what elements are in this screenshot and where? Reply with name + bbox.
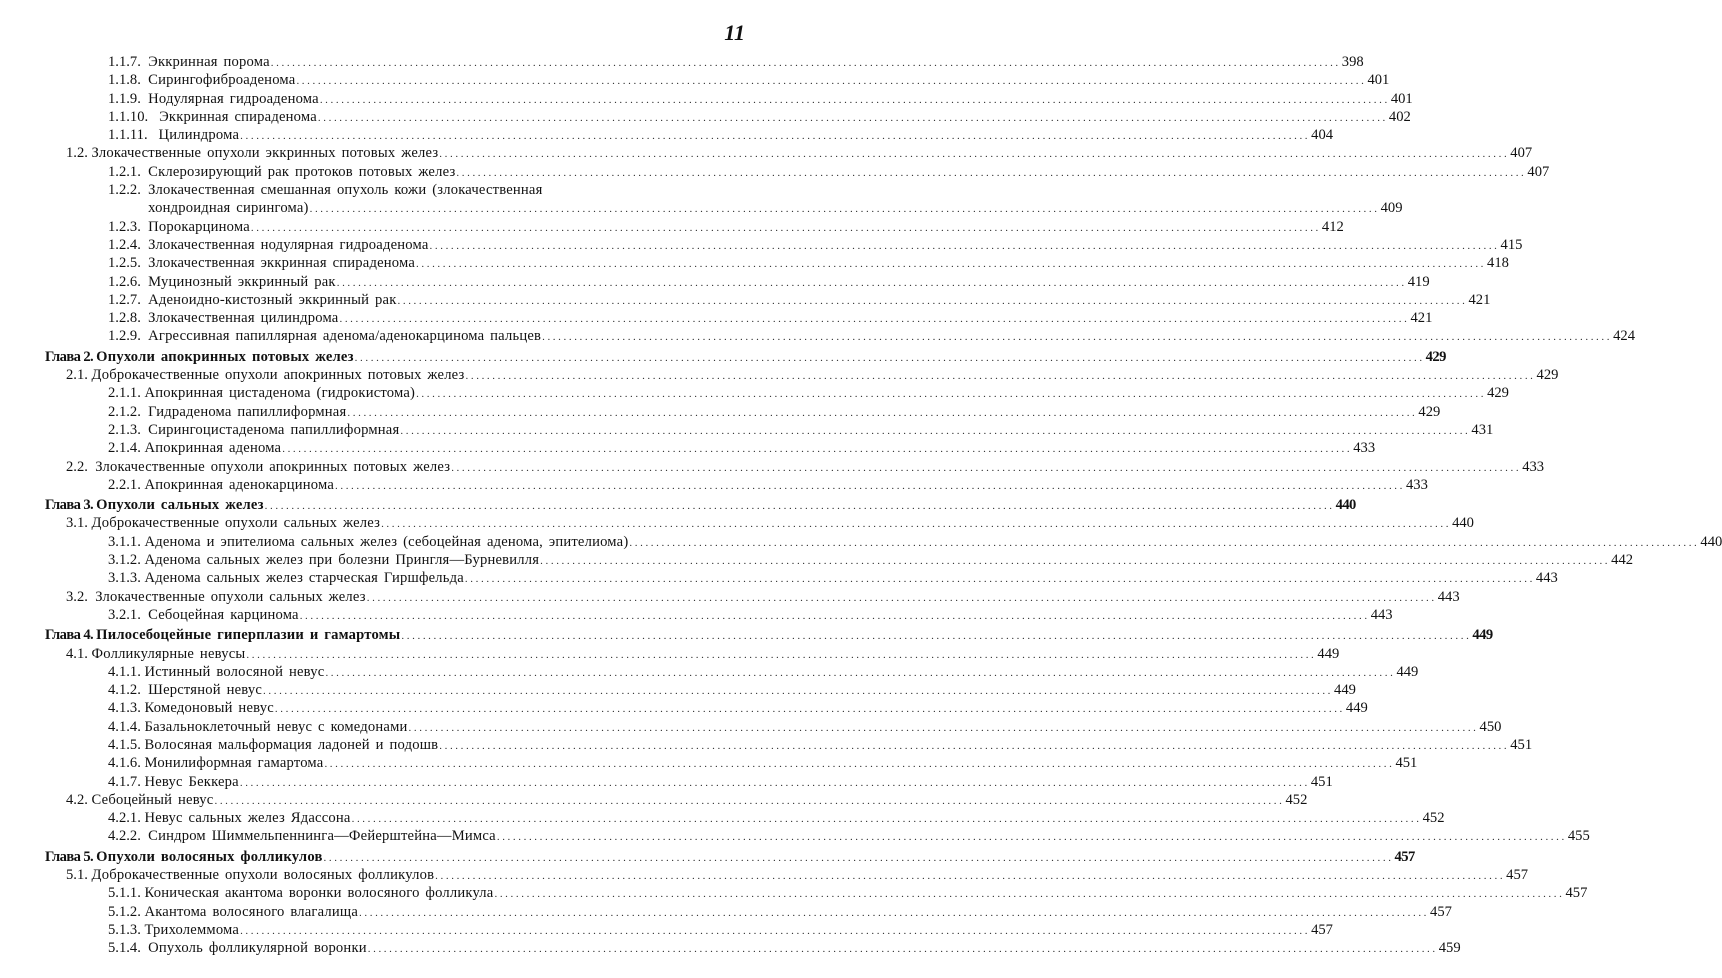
dot-leader	[355, 349, 1425, 367]
toc-entry-title: Истинный волосяной невус	[144, 663, 325, 680]
toc-entry[interactable]	[0, 144, 1533, 162]
toc-entry-page: 459	[1438, 940, 1461, 957]
toc-entry-number: 1.2.6.	[108, 273, 141, 290]
toc-entry-page: 431	[1471, 421, 1494, 438]
dot-leader	[398, 292, 1468, 310]
toc-entry-number: 1.2.9.	[108, 328, 141, 345]
toc-entry[interactable]	[0, 384, 1509, 402]
toc-entry-page: 401	[1367, 72, 1390, 89]
toc-entry-number: 3.1.1.	[108, 533, 141, 550]
toc-entry-title: Муцинозный эккринный рак	[148, 273, 336, 290]
toc-entry-title: Опухоль фолликулярной воронки	[148, 940, 367, 957]
toc-entry[interactable]	[0, 884, 1588, 902]
toc-entry-page: 443	[1437, 588, 1460, 605]
dot-leader	[466, 367, 1536, 385]
toc-entry-page: 440	[1700, 533, 1722, 550]
toc-entry-number: 3.2.1.	[108, 606, 141, 623]
toc-entry-page: 402	[1388, 108, 1411, 125]
toc-entry-title: Доброкачественные опухоли волосяных фолликулов	[91, 867, 435, 884]
toc-entry[interactable]	[0, 903, 1452, 921]
dot-leader	[271, 54, 1341, 72]
toc-entry-number: 2.1.1.	[108, 385, 141, 402]
toc-entry-title: Эккринная спираденома	[159, 108, 317, 125]
toc-entry[interactable]	[0, 921, 1333, 939]
dot-leader	[352, 810, 1422, 828]
toc-entry[interactable]	[0, 809, 1445, 827]
dot-leader	[409, 719, 1479, 737]
toc-entry-page: 429	[1487, 385, 1509, 402]
toc-entry-page: 451	[1310, 773, 1333, 790]
dot-leader	[400, 422, 1470, 440]
dot-leader	[430, 237, 1500, 255]
dot-leader	[439, 737, 1509, 755]
toc-entry-title: Себоцейный невус	[91, 791, 214, 808]
toc-entry-page: 429	[1418, 403, 1441, 420]
toc-entry[interactable]	[0, 403, 1441, 421]
toc-entry-number: 1.2.5.	[108, 255, 141, 272]
toc-entry-title: Трихолеммома	[144, 921, 240, 938]
toc-entry-page: 452	[1285, 791, 1308, 808]
toc-entry-number: 4.1.3.	[108, 700, 141, 717]
dot-leader	[310, 200, 1380, 218]
toc-entry[interactable]	[0, 126, 1334, 144]
toc-entry-number: 1.2.3.	[108, 218, 141, 235]
toc-entry-page: 407	[1527, 163, 1550, 180]
toc-entry-page: 457	[1311, 921, 1333, 938]
toc-entry-page: 415	[1500, 236, 1523, 253]
toc-entry-title: Злокачественная эккринная спираденома	[148, 255, 416, 272]
toc-entry[interactable]	[0, 71, 1390, 89]
dot-leader	[335, 477, 1405, 495]
toc-entry[interactable]	[0, 108, 1411, 126]
toc-chapter-page: 449	[1472, 627, 1493, 644]
toc-entry-number: 1.2.	[66, 145, 88, 162]
toc-entry-number: 1.2.7.	[108, 291, 141, 308]
toc-chapter[interactable]	[0, 348, 1446, 366]
toc-chapter[interactable]	[0, 496, 1356, 514]
toc-entry[interactable]	[0, 791, 1308, 809]
dot-leader	[325, 664, 1395, 682]
toc-chapter-number: Глава 4.	[45, 627, 94, 644]
toc-entry-number: 1.1.8.	[108, 72, 141, 89]
toc-entry-number: 4.1.4.	[108, 718, 141, 735]
dot-leader	[275, 700, 1345, 718]
dot-leader	[416, 385, 1486, 403]
dot-leader	[296, 72, 1366, 90]
toc-entry[interactable]	[0, 827, 1590, 845]
toc-entry-page: 404	[1311, 127, 1334, 144]
toc-entry-page: 398	[1341, 54, 1364, 70]
toc-entry-title: Комедоновый невус	[144, 700, 274, 717]
toc-entry-number: 3.1.	[66, 515, 88, 532]
toc-entry-title: Монилиформная гамартома	[144, 755, 324, 772]
toc-entry-title: Себоцейная карцинома	[148, 606, 299, 623]
dot-leader	[494, 885, 1564, 903]
toc-entry-title: Коническая акантома воронки волосяного фолликула	[144, 885, 494, 902]
toc-entry-page: 421	[1468, 291, 1491, 308]
toc-entry-page: 433	[1522, 458, 1545, 475]
toc-entry-number: 4.1.2.	[108, 682, 141, 699]
toc-entry-number: 2.1.	[66, 367, 88, 384]
dot-leader	[320, 91, 1390, 109]
toc-chapter-page: 457	[1394, 848, 1415, 865]
dot-leader	[251, 219, 1321, 237]
dot-leader	[324, 755, 1394, 773]
toc-entry-page: 433	[1406, 476, 1428, 493]
toc-chapter-page: 440	[1335, 497, 1356, 514]
toc-entry-number: 4.2.1.	[108, 810, 141, 827]
toc-chapter-number: Глава 2.	[45, 348, 94, 365]
toc-entry[interactable]	[0, 606, 1393, 624]
dot-leader	[465, 570, 1535, 588]
table-of-contents	[0, 53, 1722, 958]
toc-entry[interactable]	[0, 939, 1461, 957]
dot-leader	[214, 792, 1284, 810]
toc-entry-number: 4.2.2.	[108, 828, 141, 845]
toc-entry-page: 412	[1321, 218, 1344, 235]
toc-entry-title-continuation: хондроидная сирингома)	[148, 200, 309, 217]
dot-leader	[246, 646, 1316, 664]
toc-entry-number: 1.1.7.	[108, 54, 141, 70]
toc-entry-title: Эккринная порома	[148, 54, 270, 70]
toc-entry-number: 1.2.2.	[108, 182, 141, 199]
dot-leader	[451, 459, 1521, 477]
toc-chapter-page: 429	[1425, 348, 1446, 365]
toc-entry[interactable]	[0, 588, 1460, 606]
toc-entry[interactable]	[0, 291, 1491, 309]
toc-entry-number: 1.2.8.	[108, 310, 141, 327]
toc-entry[interactable]	[0, 421, 1494, 439]
toc-entry-title: Акантома волосяного влагалища	[144, 903, 359, 920]
toc-entry-page: 452	[1422, 810, 1445, 827]
toc-chapter-title: Опухоли апокринных потовых желез	[96, 348, 354, 365]
toc-entry-title: Доброкачественные опухоли сальных желез	[91, 515, 381, 532]
toc-entry-number: 4.1.	[66, 645, 88, 662]
toc-entry-title: Склерозирующий рак протоков потовых желез	[148, 163, 456, 180]
toc-entry-number: 2.2.	[66, 458, 88, 475]
dot-leader	[240, 922, 1310, 940]
toc-entry[interactable]	[0, 866, 1529, 884]
toc-entry-page: 443	[1535, 570, 1558, 587]
toc-entry-number: 4.1.7.	[108, 773, 141, 790]
toc-entry[interactable]	[0, 236, 1523, 254]
toc-entry-title: Злокачественная цилиндрома	[148, 310, 339, 327]
dot-leader	[401, 627, 1471, 645]
dot-leader	[542, 328, 1612, 346]
toc-entry-page: 451	[1510, 736, 1533, 753]
toc-entry[interactable]	[0, 569, 1558, 587]
toc-entry-title: Цилиндрома	[158, 127, 240, 144]
toc-entry[interactable]	[0, 681, 1356, 699]
toc-entry[interactable]	[0, 476, 1428, 494]
toc-entry[interactable]	[0, 736, 1533, 754]
toc-entry-page: 429	[1536, 367, 1559, 384]
toc-entry[interactable]	[0, 533, 1722, 551]
toc-entry[interactable]	[0, 218, 1344, 236]
toc-entry-number: 2.1.4.	[108, 440, 141, 457]
toc-entry-title: Фолликулярные невусы	[91, 645, 246, 662]
toc-entry-title: Синдром Шиммельпеннинга—Фейерштейна—Мимса	[148, 828, 496, 845]
dot-leader	[456, 164, 1526, 182]
toc-entry-page: 457	[1565, 885, 1588, 902]
toc-entry[interactable]	[0, 754, 1418, 772]
toc-entry-title: Злокачественная смешанная опухоль кожи (злокачественная	[148, 182, 543, 199]
toc-entry[interactable]	[0, 773, 1333, 791]
toc-entry-title: Сирингофиброаденома	[148, 72, 296, 89]
toc-entry[interactable]	[0, 718, 1502, 736]
toc-chapter-title: Пилосебоцейные гиперплазии и гамартомы	[96, 627, 401, 644]
toc-entry[interactable]	[0, 551, 1634, 569]
dot-leader	[368, 940, 1438, 958]
toc-chapter[interactable]	[0, 626, 1493, 644]
toc-entry[interactable]	[0, 53, 1364, 71]
toc-entry-page: 407	[1510, 145, 1533, 162]
dot-leader	[265, 497, 1335, 515]
toc-entry-title: Агрессивная папиллярная аденома/аденокарцинома пальцев	[148, 328, 542, 345]
dot-leader	[435, 867, 1505, 885]
toc-entry-page: 409	[1380, 200, 1403, 217]
toc-entry-page: 457	[1430, 903, 1452, 920]
dot-leader	[337, 274, 1407, 292]
dot-leader	[324, 849, 1394, 867]
toc-entry-page: 440	[1452, 515, 1474, 532]
toc-entry[interactable]	[0, 327, 1635, 345]
toc-entry-page: 418	[1487, 255, 1509, 272]
toc-entry[interactable]	[0, 699, 1368, 717]
dot-leader	[629, 534, 1699, 552]
toc-entry-title: Невус Беккера	[144, 773, 239, 790]
dot-leader	[416, 255, 1486, 273]
dot-leader	[339, 310, 1409, 328]
toc-entry-title: Злокачественная нодулярная гидроаденома	[148, 236, 429, 253]
dot-leader	[381, 515, 1451, 533]
toc-entry-title: Аденома и эпителиома сальных желез (себоцейная аденома, эпителиома)	[144, 533, 629, 550]
dot-leader	[347, 404, 1417, 422]
toc-entry-page: 433	[1353, 440, 1376, 457]
toc-entry-number: 1.1.11.	[108, 127, 148, 144]
toc-entry-title: Злокачественные опухоли апокринных потовых желез	[95, 458, 451, 475]
dot-leader	[282, 440, 1352, 458]
toc-entry-number: 1.1.9.	[108, 90, 141, 107]
toc-entry-title: Аденома сальных желез старческая Гиршфельда	[144, 570, 464, 587]
toc-entry[interactable]	[0, 366, 1559, 384]
toc-entry-page: 421	[1410, 310, 1433, 327]
toc-entry[interactable]	[0, 514, 1474, 532]
toc-entry-number: 1.1.10.	[108, 108, 149, 125]
toc-entry-title: Гидраденома папиллиформная	[148, 403, 347, 420]
toc-entry-number: 4.2.	[66, 791, 88, 808]
toc-entry-page: 451	[1395, 755, 1418, 772]
toc-entry[interactable]	[0, 254, 1509, 272]
toc-entry-page: 455	[1567, 828, 1590, 845]
dot-leader	[263, 682, 1333, 700]
toc-entry[interactable]	[0, 439, 1376, 457]
toc-entry-page: 443	[1370, 606, 1393, 623]
toc-entry-title: Злокачественные опухоли эккринных потовых желез	[91, 145, 439, 162]
toc-entry-number: 3.1.2.	[108, 552, 141, 569]
toc-entry-title: Апокринная аденома	[144, 440, 282, 457]
toc-entry-title: Невус сальных желез Ядассона	[144, 810, 351, 827]
dot-leader	[240, 774, 1310, 792]
toc-entry-page: 424	[1613, 328, 1635, 345]
toc-entry-title: Нодулярная гидроаденома	[148, 90, 319, 107]
toc-entry-page: 449	[1317, 645, 1340, 662]
toc-entry-title: Порокарцинома	[148, 218, 250, 235]
toc-entry-title: Доброкачественные опухоли апокринных потовых желез	[91, 367, 465, 384]
toc-entry-page: 401	[1390, 90, 1413, 107]
toc-entry-number: 4.1.6.	[108, 755, 141, 772]
toc-entry[interactable]	[0, 181, 1403, 218]
toc-entry-title: Волосяная мальформация ладоней и подошв	[144, 736, 439, 753]
toc-entry-number: 5.1.2.	[108, 903, 141, 920]
dot-leader	[359, 904, 1429, 922]
dot-leader	[367, 589, 1437, 607]
toc-entry-page: 442	[1611, 552, 1634, 569]
page-number: 11	[724, 20, 745, 45]
toc-entry-number: 4.1.5.	[108, 736, 141, 753]
dot-leader	[300, 607, 1370, 625]
toc-entry-page: 449	[1396, 663, 1419, 680]
toc-entry-page: 449	[1345, 700, 1368, 717]
toc-entry-page: 457	[1506, 867, 1529, 884]
toc-entry-number: 5.1.4.	[108, 940, 141, 957]
toc-entry-title: Злокачественные опухоли сальных желез	[95, 588, 366, 605]
toc-entry-title: Аденома сальных желез при болезни Прингля—Бурневилля	[144, 552, 540, 569]
dot-leader	[240, 127, 1310, 145]
toc-entry-number: 2.1.2.	[108, 403, 141, 420]
dot-leader	[318, 109, 1388, 127]
toc-entry-title: Апокринная аденокарцинома	[144, 476, 334, 493]
toc-entry-number: 5.1.3.	[108, 921, 141, 938]
toc-entry[interactable]	[0, 273, 1430, 291]
toc-entry-number: 4.1.1.	[108, 663, 141, 680]
dot-leader	[540, 552, 1610, 570]
toc-entry[interactable]	[0, 90, 1413, 108]
toc-entry-page: 419	[1407, 273, 1430, 290]
toc-entry-number: 3.1.3.	[108, 570, 141, 587]
toc-entry-number: 5.1.	[66, 867, 88, 884]
toc-chapter[interactable]	[0, 848, 1415, 866]
toc-entry-title: Апокринная цистаденома (гидрокистома)	[144, 385, 416, 402]
toc-entry[interactable]	[0, 458, 1545, 476]
toc-entry[interactable]	[0, 645, 1340, 663]
toc-entry-number: 2.1.3.	[108, 421, 141, 438]
dot-leader	[439, 145, 1509, 163]
toc-entry-number: 5.1.1.	[108, 885, 141, 902]
toc-chapter-title: Опухоли сальных желез	[96, 497, 264, 514]
toc-entry[interactable]	[0, 663, 1419, 681]
toc-entry[interactable]	[0, 309, 1433, 327]
toc-entry-page: 449	[1334, 682, 1356, 699]
toc-entry-page: 450	[1479, 718, 1502, 735]
toc-entry-title: Базальноклеточный невус с комедонами	[144, 718, 408, 735]
toc-entry-title: Шерстяной невус	[148, 682, 263, 699]
toc-entry-number: 1.2.4.	[108, 236, 141, 253]
toc-entry-title: Сирингоцистаденома папиллиформная	[148, 421, 400, 438]
toc-entry-number: 3.2.	[66, 588, 88, 605]
toc-entry-number: 1.2.1.	[108, 163, 141, 180]
dot-leader	[497, 828, 1567, 846]
toc-chapter-title: Опухоли волосяных фолликулов	[96, 848, 323, 865]
toc-entry-title: Аденоидно-кистозный эккринный рак	[148, 291, 397, 308]
toc-chapter-number: Глава 5.	[45, 848, 94, 865]
toc-chapter-number: Глава 3.	[45, 497, 94, 514]
toc-entry[interactable]	[0, 163, 1550, 181]
toc-entry-number: 2.2.1.	[108, 476, 141, 493]
